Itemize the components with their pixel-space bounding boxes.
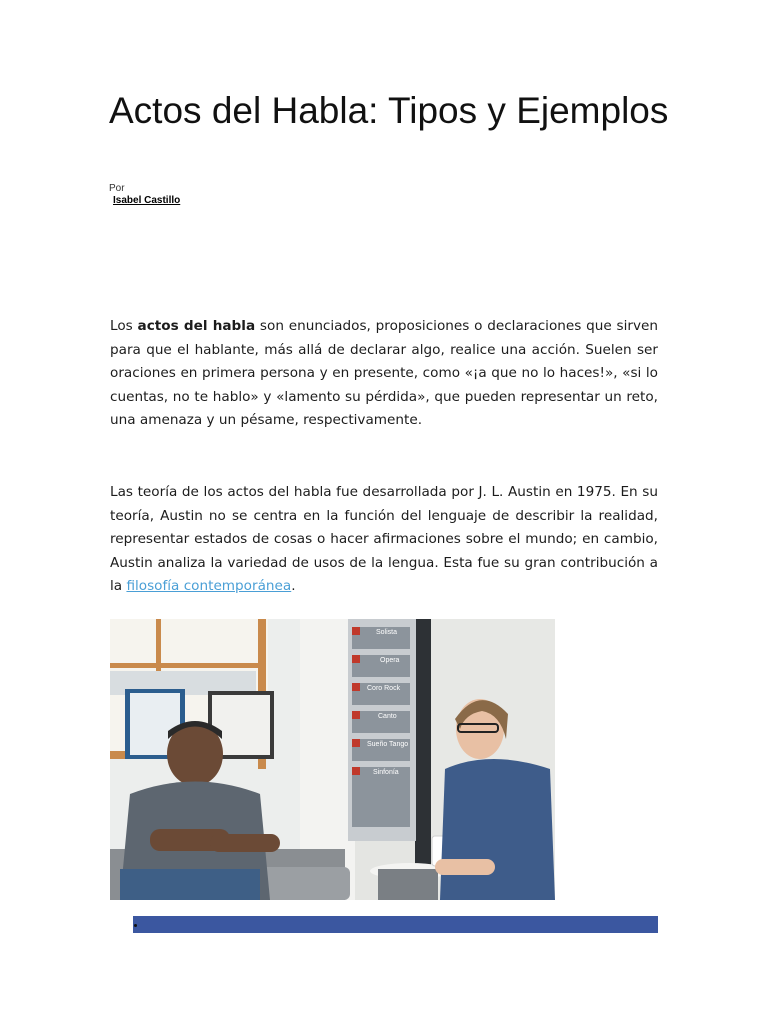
- paragraph-intro-rest: son enunciados, proposiciones o declaraciones que sirven para que el hablante, más allá de declarar algo, realice una acción. Suelen ser oraciones en primera persona y en presente, como «¡a que no lo haces!», «si lo cuentas, no te hablo» y «lamento su pérdida», que pueden representar un reto, una amenaza y un pésame, respectivamente.: [110, 318, 658, 429]
- paragraph-intro-start: Los: [110, 318, 138, 334]
- author-link[interactable]: Isabel Castillo: [113, 195, 181, 206]
- shelf-label-3: Canto: [378, 713, 397, 720]
- byline-prefix: Por: [109, 183, 125, 194]
- shelf-label-0: Solista: [376, 629, 398, 636]
- article-title: Actos del Habla: Tipos y Ejemplos: [109, 90, 669, 131]
- paragraph-theory-text: Las teoría de los actos del habla fue desarrollada por J. L. Austin en 1975. En su teoría, Austin no se centra en la función del lenguaje de describir la realidad, representar estados de cosas o hacer afirmaciones sobre el mundo; en cambio, Austin analiza la variedad de usos de la lengua. Esta fue su gran contribución a la: [110, 484, 658, 595]
- paragraph-intro: [110, 315, 658, 433]
- paragraph-theory: [110, 481, 658, 599]
- footer-bar: [133, 916, 658, 933]
- shelf-label-1: Opera: [380, 657, 400, 664]
- shelf-label-5: Sinfonía: [373, 769, 399, 776]
- paragraph-intro-bold: actos del habla: [137, 318, 256, 334]
- philosophy-link[interactable]: filosofía contemporánea: [126, 578, 292, 595]
- bullet-marker: [134, 924, 137, 927]
- shelf-label-2: Coro Rock: [367, 685, 401, 692]
- article-photo: [110, 619, 555, 900]
- shelf-label-4: Sueño Tango: [367, 741, 409, 748]
- paragraph-theory-end: .: [291, 578, 296, 595]
